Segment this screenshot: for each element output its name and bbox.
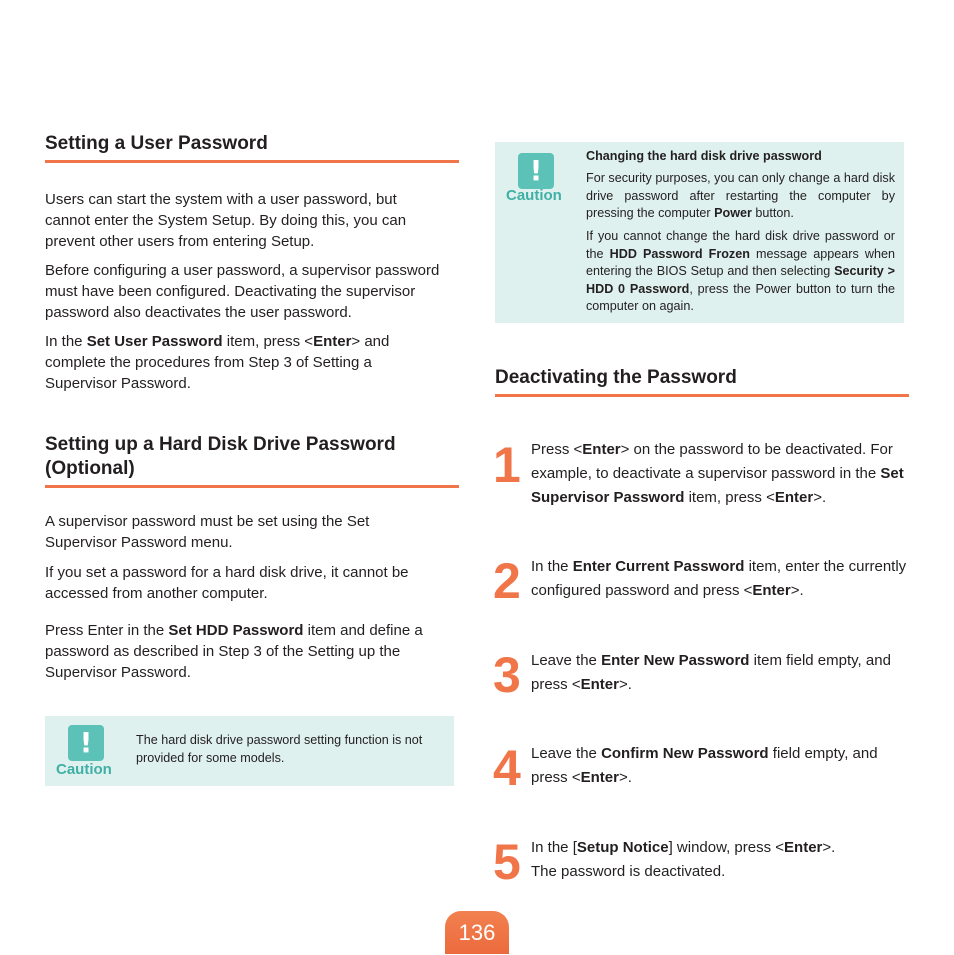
caution-label: Caution [56,761,112,778]
paragraph: Before configuring a user password, a supervisor password must have been configured. Deactivating the supervisor password also deactivates the user password. [45,262,440,321]
exclamation-icon: ! [68,725,104,761]
step-text: In the Enter Current Password item, enter the currently configured password and press <Enter>. [531,558,907,599]
step-number: 1 [493,437,519,493]
caution-heading: Changing the hard disk drive password [586,149,822,163]
section-title-deactivate-password: Deactivating the Password [495,366,909,397]
paragraph: Press Enter in the Set HDD Password item and define a password as described in Step 3 of the Setting up the Supervisor Password. [45,622,423,681]
paragraph: In the Set User Password item, press <Enter> and complete the procedures from Step 3 of Setting a Supervisor Password. [45,333,390,392]
step-text: In the [Setup Notice] window, press <Enter>. The password is deactivated. [531,839,836,880]
paragraph: A supervisor password must be set using the Set Supervisor Password menu. [45,513,370,551]
caution-text: If you cannot change the hard disk drive password or the HDD Password Frozen message appears when entering the BIOS Setup and then selecting Security > HDD 0 Password, press the Power button to turn the computer on again. [586,229,896,314]
step-text: Press <Enter> on the password to be deactivated. For example, to deactivate a supervisor password in the Set Supervisor Password item, press <Enter>. [531,441,904,506]
caution-text: For security purposes, you can only change a hard disk drive password after restarting the computer by pressing the computer Power button. [586,171,895,221]
exclamation-icon: ! [518,153,554,189]
section-title-user-password: Setting a User Password [45,132,459,163]
caution-box [495,142,904,323]
step-number: 2 [493,553,519,609]
page-number: 136 [445,911,509,954]
caution-label: Caution [506,187,562,204]
section-title-hdd-password: Setting up a Hard Disk Drive Password (Optional) [45,433,459,488]
step-number: 5 [493,834,519,890]
caution-box [45,716,454,786]
step-number: 4 [493,740,519,796]
paragraph: Users can start the system with a user password, but cannot enter the System Setup. By doing this, you can prevent other users from entering Setup. [45,191,407,250]
step-number: 3 [493,647,519,703]
step-text: Leave the Confirm New Password field empty, and press <Enter>. [531,745,878,786]
paragraph: If you set a password for a hard disk drive, it cannot be accessed from another computer. [45,564,409,602]
caution-text: The hard disk drive password setting function is not provided for some models. [136,733,423,765]
step-text: Leave the Enter New Password item field empty, and press <Enter>. [531,652,891,693]
